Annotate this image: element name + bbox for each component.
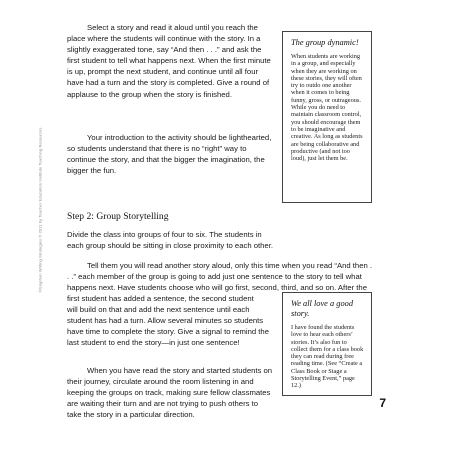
step2-paragraph-1: Divide the class into groups of four to six. The students in each group should be sitting in close proximity to each other. xyxy=(67,230,273,251)
intro-paragraph-1: Select a story and read it aloud until you reach the place where the students will continue with the story. In a slightly exaggerated tone, say “And then . . .” and ask the first student to tell what happens next. When the first minute is up, prompt the next student, and continue until all four have had a turn and the story is completed. Give a round of applause to the group when the story is finished. xyxy=(67,23,271,99)
intro-paragraph-2: Your introduction to the activity should be lighthearted, so students understand that there is no “right” way to continue the story, and that the bigger the imagination, the bigger the fun. xyxy=(67,133,272,176)
page-number: 7 xyxy=(379,396,386,410)
sidebar-good-story-title: We all love a good story. xyxy=(291,299,354,318)
sidebar-group-dynamic xyxy=(282,31,372,203)
sidebar-group-dynamic-body: When students are working in a group, and especially when they are working on these stories, they will often try to outdo one another when it comes to being funny, gross, or outrageous. While you do need to maintain classroom control, you should encourage them to be imaginative and creative. As long as students are being collaborative and productive (and not too loud), just let them be. xyxy=(291,53,363,163)
step2-paragraph-3: When you have read the story and started students on their journey, circulate around the room listening in and keeping the groups on track, making sure fellow classmates are waiting their turn and are not trying to push others to take the story in a particular direction. xyxy=(67,366,273,420)
step2-paragraph-2-continued: will build on that and add the next sentence until each student has had a turn. Allow several minutes so students have time to complete the story. Give a signal to remind the last student to end the story—in just one sentence! xyxy=(67,305,269,348)
section-heading-step-2: Step 2: Group Storytelling xyxy=(67,211,169,222)
sidebar-group-dynamic-title: The group dynamic! xyxy=(291,38,359,47)
step2-paragraph-2: Tell them you will read another story aloud, only this time when you read “And then . . .” each member of the group is going to add just one sentence to the story to tell what happens next. Have students choose who will go first, second, third, and so on. After the first student has added a sentence, the second student xyxy=(67,261,373,304)
sidebar-good-story-body: I have found the students love to hear each others’ stories. It’s also fun to collect them for a class book they can read during free reading time. (See “Create a Class Book or Stage a Storytelling Event,” page 12.) xyxy=(291,324,364,390)
sidebar-good-story xyxy=(282,292,372,396)
copyright-notice: ©Gryphon Writing Strategies © 2011 by Teacher Education Institute Teaching Resources xyxy=(37,127,43,293)
